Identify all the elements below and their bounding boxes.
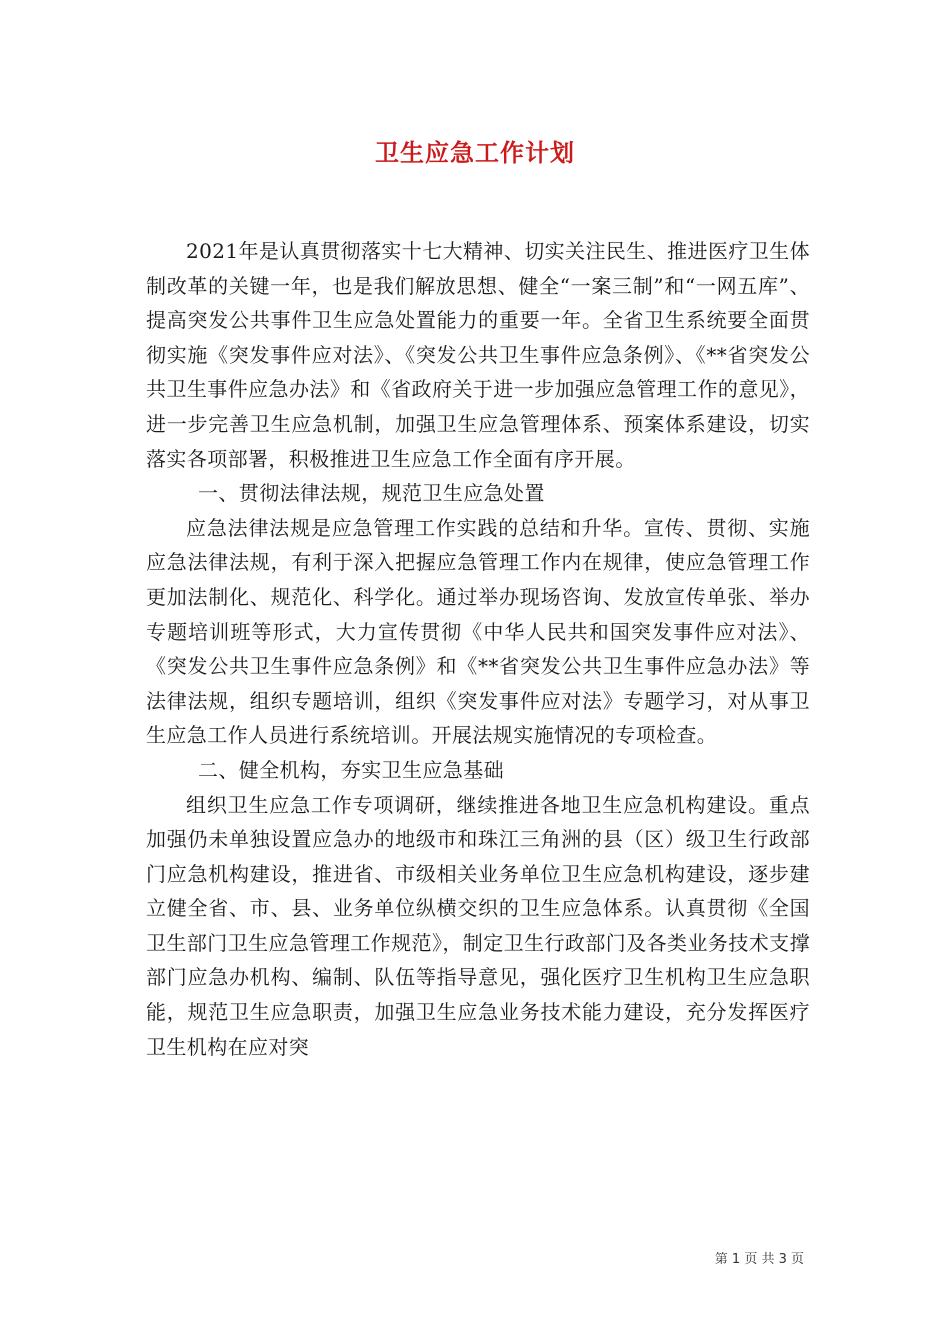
document-body: [146, 234, 810, 1064]
intro-paragraph: 2021年是认真贯彻落实十七大精神、切实关注民生、推进医疗卫生体制改革的关键一年，也是我们解放思想、健全“一案三制”和“一网五库”、提高突发公共事件卫生应急处置能力的重要一年。全省卫生系统要全面贯彻实施《突发事件应对法》、《突发公共卫生事件应急条例》、《**省突发公共卫生事件应急办法》和《省政府关于进一步加强应急管理工作的意见》，进一步完善卫生应急机制，加强卫生应急管理体系、预案体系建设，切实落实各项部署，积极推进卫生应急工作全面有序开展。: [146, 239, 810, 471]
section-2-paragraph: 组织卫生应急工作专项调研，继续推进各地卫生应急机构建设。重点加强仍未单独设置应急办的地级市和珠江三角洲的县（区）级卫生行政部门应急机构建设，推进省、市级相关业务单位卫生应急机构建设，逐步建立健全省、市、县、业务单位纵横交织的卫生应急体系。认真贯彻《全国卫生部门卫生应急管理工作规范》，制定卫生行政部门及各类业务技术支撑部门应急办机构、编制、队伍等指导意见，强化医疗卫生机构卫生应急职能，规范卫生应急职责，加强卫生应急业务技术能力建设，充分发挥医疗卫生机构在应对突: [146, 792, 810, 1059]
page-number: 第 1 页 共 3 页: [714, 1252, 804, 1267]
section-heading-1: 一、贯彻法律法规，规范卫生应急处置: [198, 481, 545, 506]
section-1-paragraph: 应急法律法规是应急管理工作实践的总结和升华。宣传、贯彻、实施应急法律法规，有利于深入把握应急管理工作内在规律，使应急管理工作更加法制化、规范化、科学化。通过举办现场咨询、发放宣传单张、举办专题培训班等形式，大力宣传贯彻《中华人民共和国突发事件应对法》、《突发公共卫生事件应急条例》和《**省突发公共卫生事件应急办法》等法律法规，组织专题培训，组织《突发事件应对法》专题学习，对从事卫生应急工作人员进行系统培训。开展法规实施情况的专项检查。: [146, 515, 810, 748]
document-title: 卫生应急工作计划: [375, 138, 575, 167]
section-heading-2: 二、健全机构，夯实卫生应急基础: [198, 757, 504, 782]
